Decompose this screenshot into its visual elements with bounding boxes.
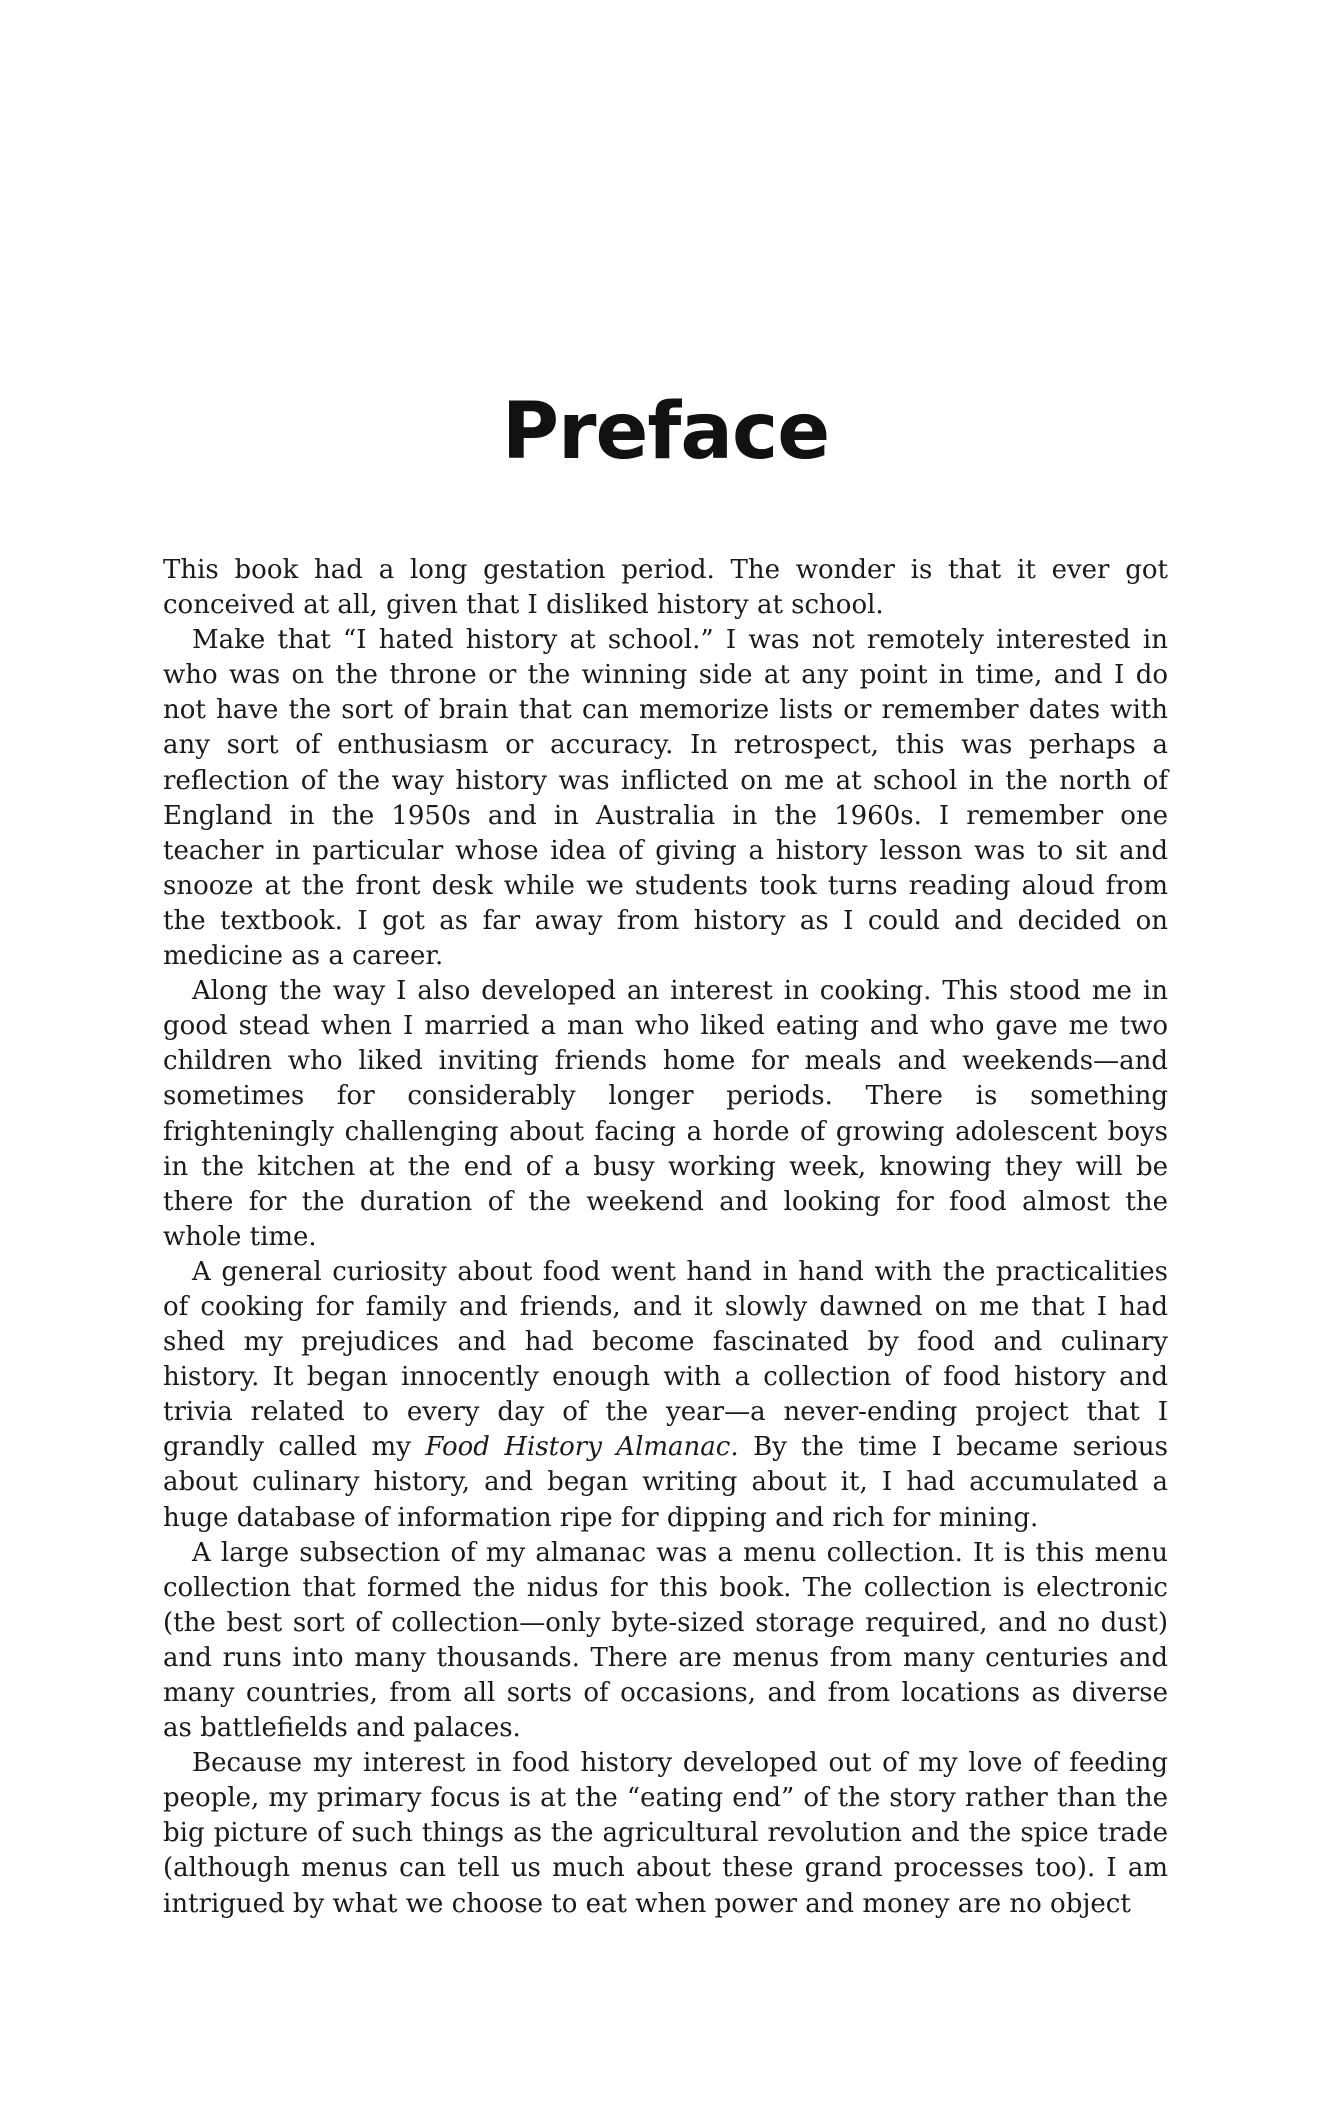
paragraph-4 [163,1255,1168,1536]
paragraph-5: A large subsection of my almanac was a menu collection. It is this menu collection that formed the nidus for this book. The collection is electronic (the best sort of collection—only byte-sized storage required, and no dust) and runs into many thousands. There are menus from many centuries and many countries, from all sorts of occasions, and from locations as diverse as battlefields and palaces. [163,1537,1168,1744]
paragraph-4-text-before: A general curiosity about food went hand in hand with the practicalities of cooking for family and friends, and it slowly dawned on me that I had shed my prejudices and had become fascinated by food and culinary history. It began innocently enough with a collection of food history and trivia related to every day of the year—a never-ending project that I grandly called my [163,1256,1168,1463]
paragraph-4-text-after: By the time I became serious about culinary history, and began writing about it, I had accumulated a huge database of information ripe for dipping and rich for mining. [163,1432,1169,1533]
paragraph-2: Make that “I hated history at school.” I was not remotely interested in who was on the throne or the winning side at any point in time, and I do not have the sort of brain that can memorize lists or remember dates with any sort of enthusiasm or accuracy. In retrospect, this was perhaps a reflection of the way history was inflicted on me at school in the north of England in the 1950s and in Australia in the 1960s. I remember one teacher in particular whose idea of giving a history lesson was to sit and snooze at the front desk while we students took turns reading aloud from the textbook. I got as far away from history as I could and decided on medicine as a career. [163,625,1168,972]
paragraph-3: Along the way I also developed an interest in cooking. This stood me in good stead when I married a man who liked eating and who gave me two children who liked inviting friends home for meals and weekends—and sometimes for considerably longer periods. There is something frighteningly challenging about facing a horde of growing adolescent boys in the kitchen at the end of a busy working week, knowing they will be there for the duration of the weekend and looking for food almost the whole time. [163,976,1168,1252]
paragraph-6: Because my interest in food history developed out of my love of feeding people, my primary focus is at the “eating end” of the story rather than the big picture of such things as the agricultural revolution and the spice trade (although menus can tell us much about these grand processes too). I am intrigued by what we choose to eat when power and money are no object [163,1748,1168,1919]
preface-body [163,553,1168,1922]
almanac-title: Food History Almanac. [425,1432,739,1463]
page-title: Preface [501,387,830,477]
paragraph-1: This book had a long gestation period. The wonder is that it ever got conceived at all, given that I disliked history at school. [163,555,1168,621]
